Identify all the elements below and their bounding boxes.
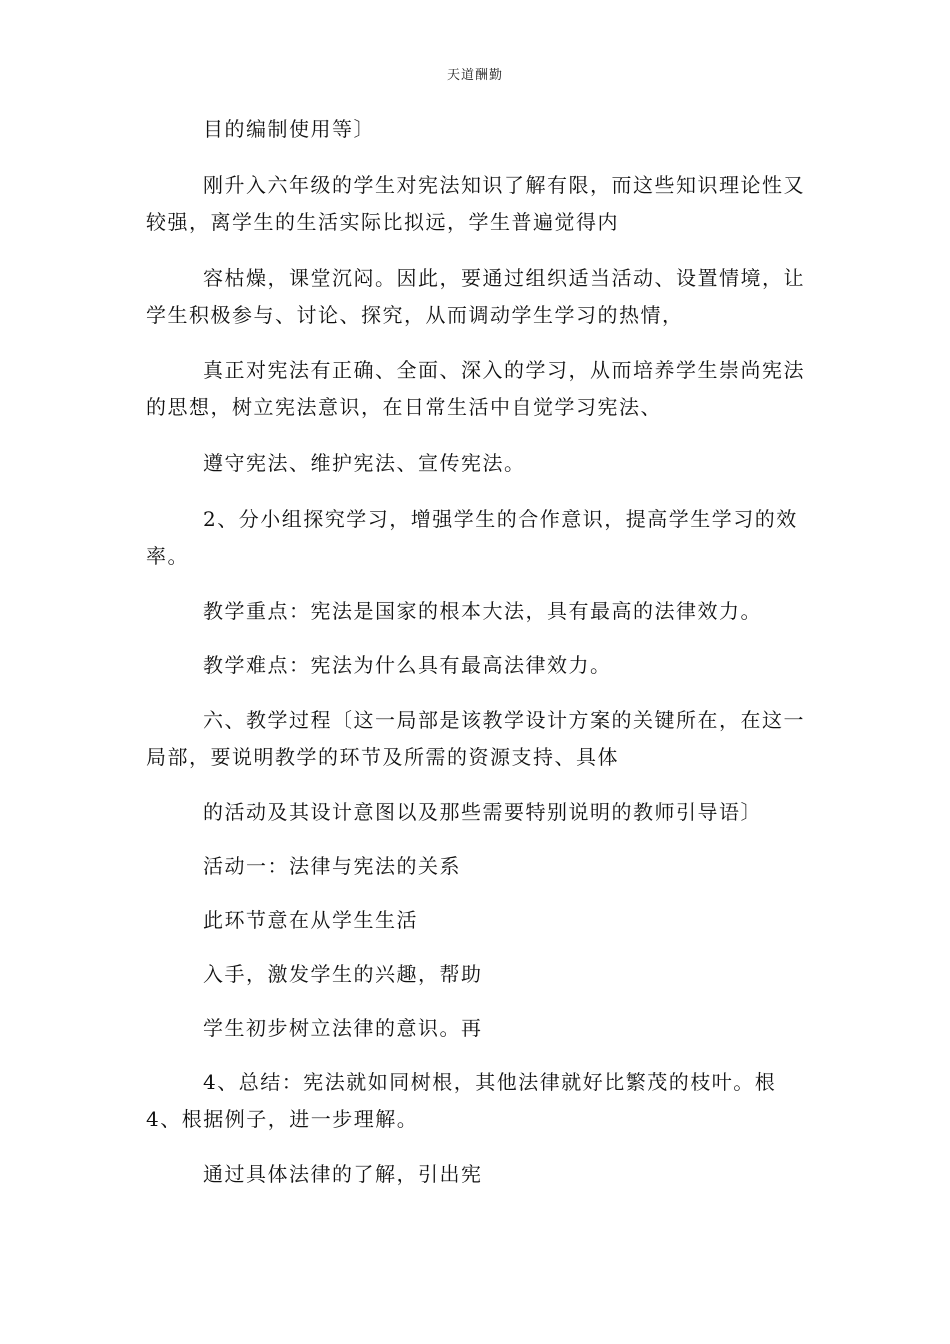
text-line: 教学难点：宪法为什么具有最高法律效力。 — [203, 653, 612, 677]
text-line: 的活动及其设计意图以及那些需要特别说明的教师引导语〕 — [203, 800, 762, 824]
text-line: 4、总结：宪法就如同树根，其他法律就好比繁茂的枝叶。根 — [203, 1070, 777, 1094]
text-line: 较强，离学生的生活实际比拟远，学生普遍觉得内 — [146, 210, 619, 234]
text-line: 真正对宪法有正确、全面、深入的学习，从而培养学生崇尚宪法 — [203, 358, 805, 382]
text-line: 刚升入六年级的学生对宪法知识了解有限，而这些知识理论性又 — [203, 173, 805, 197]
text-line: 教学重点：宪法是国家的根本大法，具有最高的法律效力。 — [203, 599, 762, 623]
text-line: 学生积极参与、讨论、探究，从而调动学生学习的热情， — [146, 303, 684, 327]
text-line: 六、教学过程〔这一局部是该教学设计方案的关键所在，在这一 — [203, 708, 805, 732]
text-line: 率。 — [146, 544, 189, 568]
text-line: 4、根据例子，进一步理解。 — [146, 1107, 419, 1131]
text-line: 局部，要说明教学的环节及所需的资源支持、具体 — [146, 745, 619, 769]
text-line: 目的编制使用等〕 — [203, 117, 375, 141]
text-line: 入手，激发学生的兴趣，帮助 — [203, 962, 483, 986]
text-line: 容枯燥，课堂沉闷。因此，要通过组织适当活动、设置情境，让 — [203, 266, 805, 290]
text-line: 活动一：法律与宪法的关系 — [203, 854, 461, 878]
text-line: 学生初步树立法律的意识。再 — [203, 1016, 483, 1040]
text-line: 2、分小组探究学习，增强学生的合作意识，提高学生学习的效 — [203, 507, 798, 531]
text-line: 通过具体法律的了解，引出宪 — [203, 1162, 483, 1186]
page-header: 天道酬勤 — [446, 68, 503, 83]
text-line: 的思想，树立宪法意识，在日常生活中自觉学习宪法、 — [146, 395, 662, 419]
text-line: 此环节意在从学生生活 — [203, 908, 418, 932]
text-line: 遵守宪法、维护宪法、宣传宪法。 — [203, 451, 526, 475]
